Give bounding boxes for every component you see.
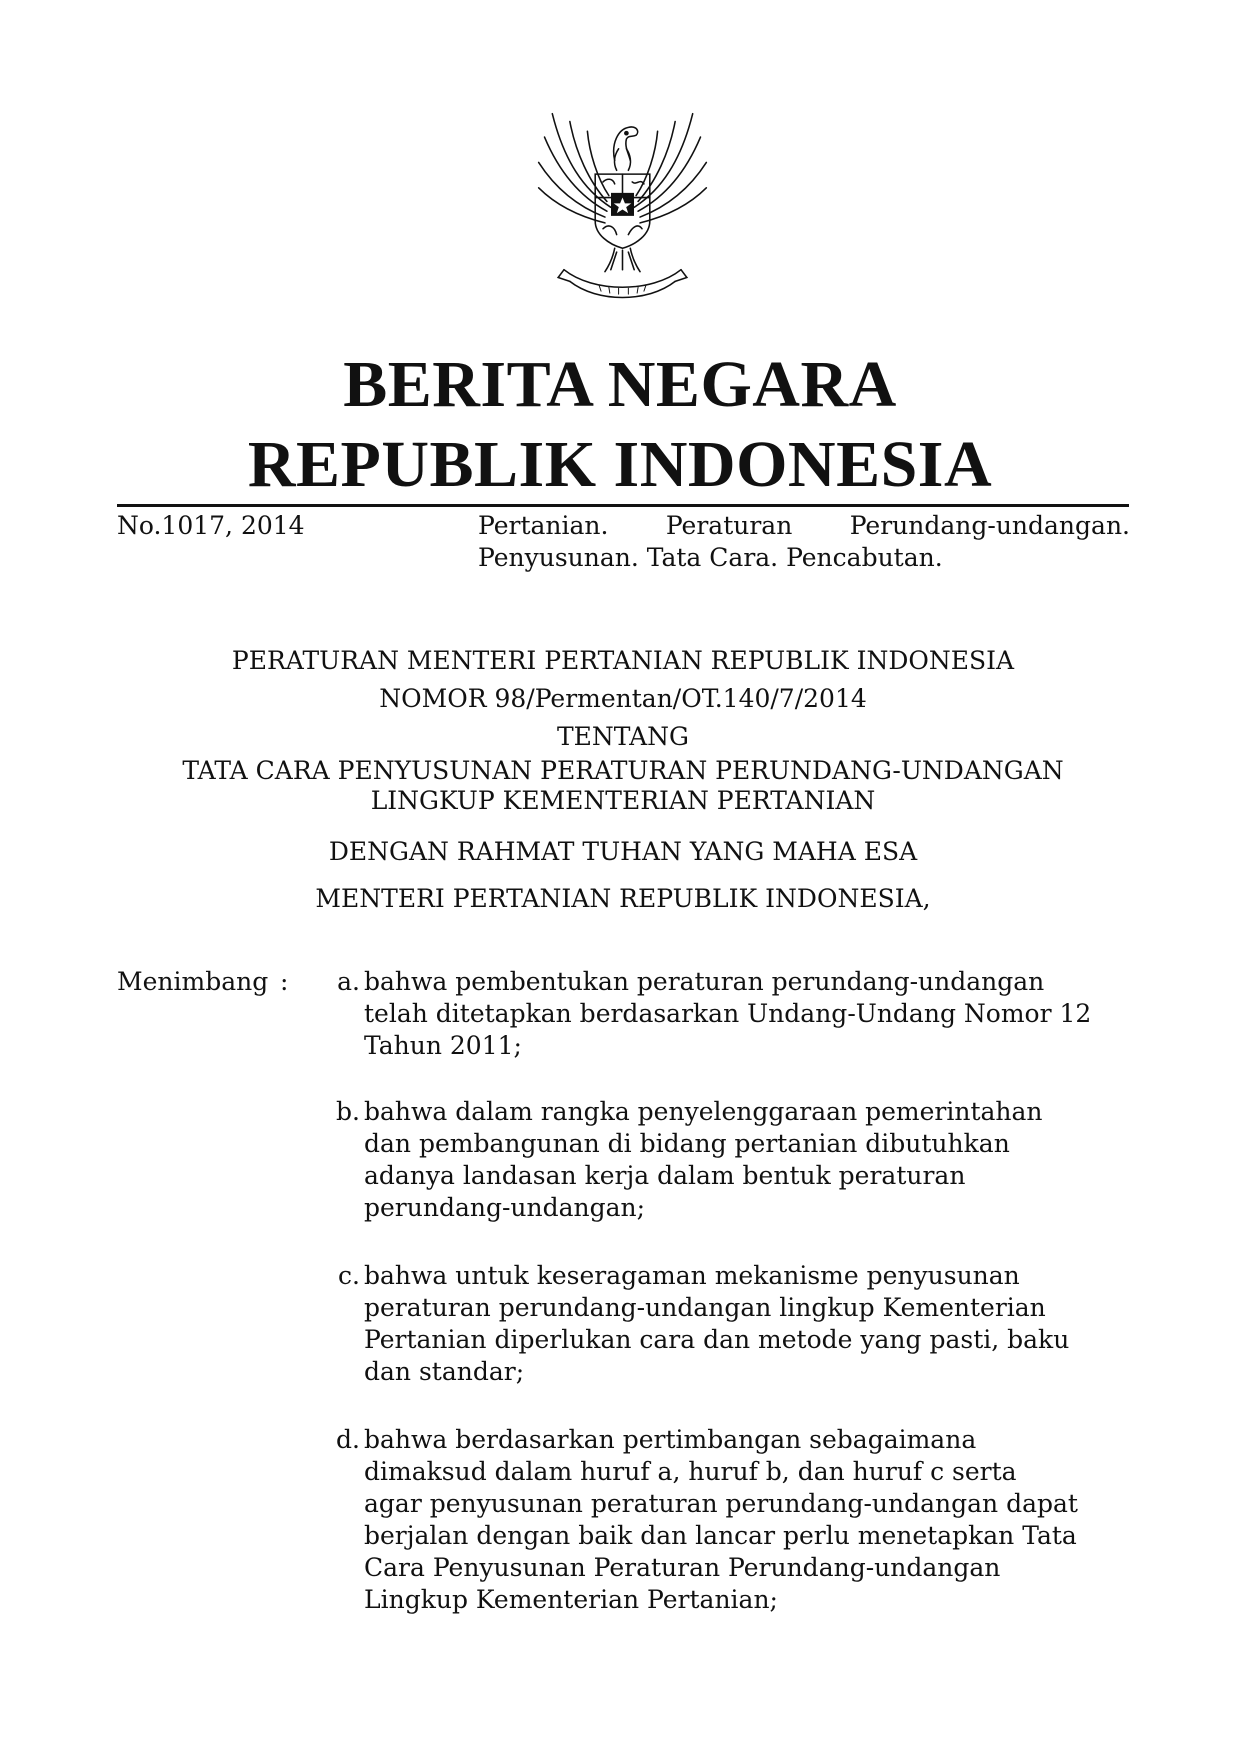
item-text bbox=[364, 1424, 1130, 1616]
subject-word: Perundang-undangan. bbox=[849, 511, 1130, 540]
subject-word: Peraturan bbox=[665, 511, 793, 540]
item-letter: c. bbox=[338, 1261, 360, 1290]
item-line-text: bahwa pembentukan peraturan perundang-undangan bbox=[364, 967, 1045, 996]
item-line: adanya landasan kerja dalam bentuk peraturan bbox=[364, 1161, 966, 1190]
garuda-pancasila-emblem-icon bbox=[525, 92, 720, 307]
subject-line-2: Penyusunan. Tata Cara. Pencabutan. bbox=[478, 543, 943, 572]
item-line: Cara Penyusunan Peraturan Perundang-undangan bbox=[364, 1553, 1001, 1582]
issue-number: No.1017, 2014 bbox=[117, 511, 305, 540]
item-line: berjalan dengan baik dan lancar perlu menetapkan Tata bbox=[364, 1521, 1077, 1550]
item-line: perundang-undangan; bbox=[364, 1193, 646, 1222]
gazette-subtitle: REPUBLIK INDONESIA bbox=[247, 428, 993, 501]
regulation-title-line-2: LINGKUP KEMENTERIAN PERTANIAN bbox=[370, 786, 876, 815]
regulation-number: NOMOR 98/Permentan/OT.140/7/2014 bbox=[379, 684, 867, 713]
item-letter: d. bbox=[336, 1425, 360, 1454]
item-line: bahwa untuk keseragaman mekanisme penyusunan bbox=[364, 1261, 1020, 1290]
header-divider bbox=[117, 504, 1129, 507]
regulation-about: TENTANG bbox=[556, 722, 689, 751]
considering-label: Menimbang bbox=[117, 967, 269, 996]
issue-subject bbox=[478, 510, 1130, 574]
considering-colon: : bbox=[280, 967, 289, 996]
item-line: telah ditetapkan berdasarkan Undang-Undang Nomor 12 bbox=[364, 999, 1092, 1028]
item-line: dan standar; bbox=[364, 1357, 525, 1386]
subject-word: Pertanian. bbox=[478, 511, 609, 540]
item-line: agar penyusunan peraturan perundang-undangan dapat bbox=[364, 1489, 1078, 1518]
subject-line-1 bbox=[478, 510, 1130, 542]
regulation-title-block bbox=[117, 642, 1129, 816]
item-text bbox=[364, 966, 1130, 1062]
gazette-title: BERITA NEGARA bbox=[343, 348, 897, 421]
item-line: Tahun 2011; bbox=[364, 1031, 522, 1060]
item-line: dan pembangunan di bidang pertanian dibutuhkan bbox=[364, 1129, 1010, 1158]
item-line: dimaksud dalam huruf a, huruf b, dan huruf c serta bbox=[364, 1457, 1017, 1486]
item-text bbox=[364, 1260, 1130, 1388]
regulation-heading: PERATURAN MENTERI PERTANIAN REPUBLIK INDONESIA bbox=[231, 646, 1015, 675]
item-line: Pertanian diperlukan cara dan metode yang pasti, baku bbox=[364, 1325, 1070, 1354]
item-line: Lingkup Kementerian Pertanian; bbox=[364, 1585, 778, 1614]
invocation: DENGAN RAHMAT TUHAN YANG MAHA ESA bbox=[328, 837, 918, 866]
item-line: bahwa dalam rangka penyelenggaraan pemerintahan bbox=[364, 1097, 1043, 1126]
minister-line: MENTERI PERTANIAN REPUBLIK INDONESIA, bbox=[315, 884, 931, 913]
item-letter: b. bbox=[336, 1097, 360, 1126]
item-line bbox=[364, 966, 1130, 998]
item-letter: a. bbox=[337, 967, 360, 996]
regulation-title-line-1: TATA CARA PENYUSUNAN PERATURAN PERUNDANG-UNDANGAN bbox=[182, 756, 1064, 785]
item-line: peraturan perundang-undangan lingkup Kementerian bbox=[364, 1293, 1046, 1322]
item-line: bahwa berdasarkan pertimbangan sebagaimana bbox=[364, 1425, 977, 1454]
item-text bbox=[364, 1096, 1130, 1224]
